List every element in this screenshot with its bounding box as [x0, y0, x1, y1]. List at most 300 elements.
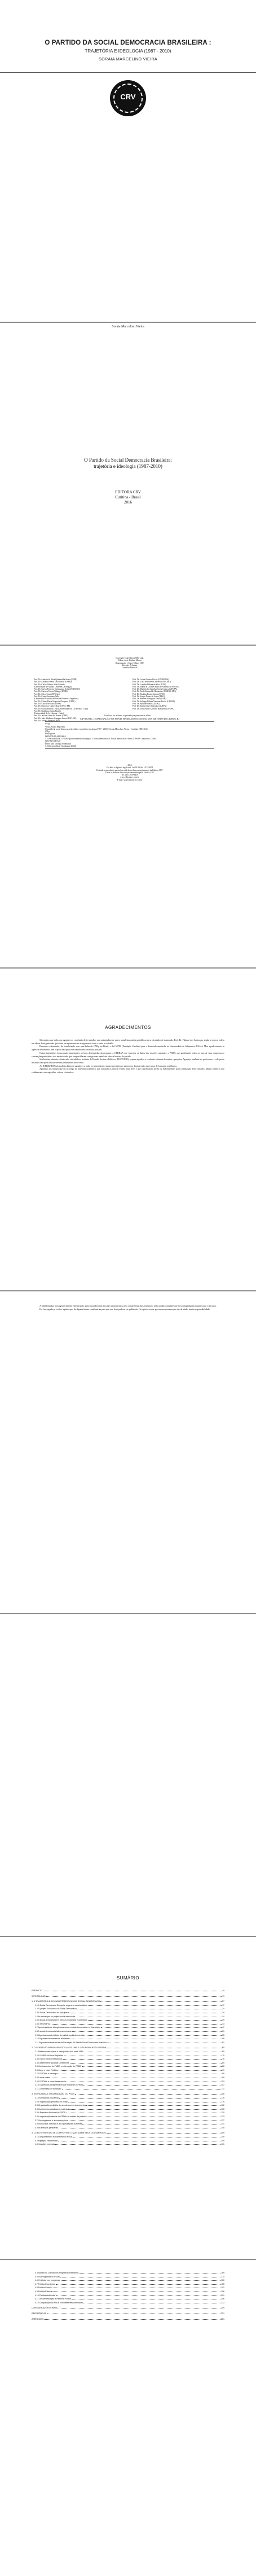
summary-entry-page: 133	[221, 2115, 224, 2118]
summary-leader-dots	[55, 2143, 220, 2145]
summary-entry-page: 206	[221, 2298, 224, 2301]
half-title-year: 2016	[124, 500, 132, 505]
summary-page	[0, 1937, 256, 2259]
summary-leader-dots	[82, 2065, 222, 2067]
summary-title: SUMÁRIO	[116, 1975, 140, 1981]
summary-entry-page: 155	[221, 2139, 224, 2142]
cover-title: O PARTIDO DA SOCIAL DEMOCRACIA BRASILEIRA :	[45, 40, 211, 46]
cataloging-line: Índice para catálogo sistemático	[45, 742, 72, 745]
summary-entry-label: 2.10 O perfil dos parlamentares que fundaram o PSDB	[35, 2084, 83, 2087]
editorial-board-member: Prof. Dr. Elione Maria Nogueira Diogenes (UFAL)	[34, 700, 76, 703]
acknowledgement-paragraph: Outras instituições foram muito importantes no bom desempenho da pesquisa: o CEBRAP, que forneceu os dados das votações nominais; o PSDB, que gentilmente cedeu as atas de seus congressos e convenções partidárias; e os entrevistados que compartilharam comigo suas memórias sobre a história do partido.	[32, 1052, 224, 1058]
copyright-footer-line: E-mail: sac@editoracrv.com.br	[117, 778, 143, 781]
summary-entry-page: 145	[221, 2126, 224, 2129]
summary-entry[interactable]	[32, 2037, 224, 2041]
summary-entry-label: PREFÁCIO	[32, 1990, 42, 1992]
summary-leader-dots	[85, 2034, 222, 2036]
summary-entry-label: 1.2 O projeto Econômico da Social-Democracia	[35, 2008, 77, 2010]
summary-leader-dots	[58, 2069, 222, 2071]
summary-entry-label: 3.5 A Executiva Nacional do PSDB	[35, 2111, 65, 2114]
cover-author: SORAIA MARCELINO VIEIRA	[99, 56, 157, 62]
summary-leader-dots	[67, 2119, 220, 2121]
summary-entry-page: 91	[222, 2069, 224, 2071]
summary-entry[interactable]	[32, 2041, 224, 2045]
summary-entry[interactable]	[32, 2271, 224, 2275]
summary-leader-dots	[58, 2306, 220, 2308]
acknowledgement-paragraph: Por fim, agradeço a todos aqueles que, de alguma forma, contribuíram para que este livro pudesse ser publicado. Os equívocos que porventura permaneçam são de minha inteira responsabilidade.	[39, 1308, 210, 1311]
summary-entry-label: 1.8 A social-democracia latino-americana	[35, 2030, 71, 2032]
editorial-board-member: (Universidad Nacional de Três de Febrero - Argentina)	[34, 698, 78, 700]
summary-entry-page: 11	[222, 1995, 224, 1997]
summary-entry-label: 1.3 A Social Democracia no pós-guerra	[35, 2011, 69, 2014]
summary-leader-dots	[76, 2015, 222, 2017]
summary-entry[interactable]	[32, 2065, 224, 2069]
summary-leader-dots	[88, 2004, 222, 2006]
summary-entry-page: 169	[221, 2272, 224, 2274]
summary-entry-page: 126	[221, 2108, 224, 2110]
summary-entry-label: 4.6 O debate nos programas	[35, 2279, 60, 2282]
summary-entry-label: 2.2 O PMDB na Nova República	[35, 2054, 64, 2057]
summary-entry[interactable]	[32, 2100, 224, 2104]
summary-entry-page: 51	[222, 2030, 224, 2032]
review-note: Este livro foi avaliado e aprovado por pareceristas ad hoc.	[104, 715, 152, 717]
summary-list-continued	[32, 2271, 224, 2321]
summary-entry-page: 24	[222, 2008, 224, 2010]
editorial-board-member: Prof. Dr. Sérgio Nunes de Jesus (IFRO)	[133, 695, 165, 698]
summary-entry-label: INTRODUÇÃO	[32, 1995, 46, 1997]
summary-leader-dots	[70, 2037, 222, 2039]
summary-leader-dots	[59, 2126, 220, 2128]
summary-leader-dots	[86, 2115, 220, 2117]
half-title-publisher: EDITORA CRV	[115, 490, 141, 494]
summary-entry-label: REFERÊNCIAS	[32, 2312, 47, 2315]
half-title-line-2: trajetória e ideologia (1987-2010)	[94, 463, 162, 469]
summary-entry-label: 2.5 Os dissidentes do PMDB e a formação do PSDB	[35, 2065, 81, 2068]
summary-entry[interactable]	[32, 2317, 224, 2321]
summary-entry[interactable]	[32, 2294, 224, 2298]
summary-entry[interactable]	[32, 2131, 224, 2135]
summary-entry-label: 4.12 Comparação do PSDB com diferentes dimensões	[35, 2301, 83, 2304]
editorial-board-member: Prof. Dr. Jailson Alves dos Santos (UFRJ)	[34, 715, 68, 717]
summary-leader-dots	[60, 2275, 220, 2277]
summary-entry-page: 55	[222, 2034, 224, 2036]
summary-entry-label: 3.3 Organização partidária de acordo com os documentos	[35, 2104, 86, 2107]
summary-entry-page: 58	[222, 2038, 224, 2040]
cataloging-title: CIP-BRASIL. CATALOGAÇÃO-NA-FONTE SINDICATO NACIONAL DOS EDITORES DE LIVROS, RJ	[80, 717, 179, 720]
summary-leader-dots	[72, 2297, 220, 2299]
summary-entry[interactable]	[32, 2057, 224, 2061]
half-title-city: Curitiba - Brasil	[115, 495, 141, 500]
summary-entry-label: APÊNDICES	[32, 2317, 44, 2320]
summary-entry[interactable]	[32, 2022, 224, 2026]
editorial-board-member: Prof. Dr. Lourdes Helena da Silva (UFV)	[133, 683, 166, 686]
summary-entry-page: 115	[221, 2097, 224, 2100]
editorial-board-member: Prof. Dr. Carmen Tereza Velanga (UNIR)	[34, 690, 68, 693]
editorial-board-member: (Universidade do Minho, UMINHO, Portugal)	[34, 685, 72, 688]
editorial-board-member: Prof. Dr. Lídia de Oliveira Xavier (UNIEURO)	[133, 681, 171, 684]
editorial-board-member: Prof. Dr. Guillermo Arias Beatón	[34, 709, 61, 712]
editorial-board-member: Prof. Dr. Cesar Gerónimo Tello	[34, 695, 60, 698]
summary-entry-page: 196	[221, 2290, 224, 2293]
summary-entry-label: 2.9 O PSDB e a nova classe média	[35, 2080, 66, 2083]
editorial-board-member: Prof. Dr. Simone Rodrigues Pinto (UNB)	[133, 698, 166, 700]
summary-entry-page: 149	[221, 2135, 224, 2138]
summary-entry[interactable]	[32, 2312, 224, 2316]
cover-divider	[0, 72, 256, 73]
summary-entry-label: 4.1 Comportamento Parlamentar do PSDB	[35, 2135, 73, 2138]
summary-leader-dots	[73, 2135, 220, 2137]
summary-leader-dots	[51, 2076, 222, 2078]
summary-entry-label: 4. COMO O PARTIDO SE COMPORTA E O QUE DIZEM SEUS DOCUMENTOS	[32, 2132, 106, 2135]
summary-entry[interactable]	[32, 2122, 224, 2126]
summary-entry[interactable]	[32, 2306, 224, 2310]
summary-leader-dots	[70, 2011, 222, 2013]
summary-entry-page: 111	[221, 2087, 224, 2090]
copyright-footer-line: 2016	[127, 764, 132, 766]
summary-entry-label: 1.4 As mudanças no projeto social-democrata	[35, 2015, 76, 2018]
summary-entry-page: 39	[222, 2019, 224, 2022]
copyright-footer-line: Proibida a reprodução parcial ou total desta obra sem autorização da Editora CRV	[96, 769, 163, 772]
summary-entry[interactable]	[32, 2096, 224, 2100]
cover-page	[0, 0, 256, 322]
summary-entry-page: 17	[222, 2000, 224, 2003]
summary-entry-page: 219	[220, 2307, 224, 2310]
summary-entry-page: 251	[220, 2317, 224, 2320]
cataloging-lines	[45, 723, 214, 747]
editorial-board-member: Prof. Dr. Celso Conti (UFSCar)	[34, 693, 60, 695]
copyright-footer-line: www.editoracrv.com.br	[120, 776, 139, 779]
summary-leader-dots	[58, 2139, 220, 2141]
summary-list	[32, 1989, 224, 2146]
summary-entry[interactable]	[32, 2301, 224, 2305]
editorial-board-member: Prof. Dr. Sydione Santos (UEPG)	[133, 702, 160, 705]
summary-entry-page: 75	[222, 2058, 224, 2061]
summary-entry-page: 185	[221, 2283, 224, 2285]
half-title-author: Soraia Marcelino Vieira	[112, 325, 144, 328]
summary-entry-label: 4.4 Análise da Coesão dos Programas Partidários	[35, 2272, 79, 2274]
summary-entry[interactable]	[32, 2119, 224, 2123]
summary-entry-page: 180	[221, 2279, 224, 2282]
summary-entry-page: 107	[221, 2084, 224, 2087]
summary-entry-label: 1.7 Aproximações e divergências entre a social-democracia e o liberalismo	[35, 2026, 100, 2029]
summary-entry-label: 1.10 Algumas características brasileiras	[35, 2038, 70, 2040]
summary-leader-dots	[75, 2092, 220, 2095]
copyright-footer-line: Foi feito o depósito legal conf. Lei 10.994 de 14/12/2004	[106, 766, 153, 769]
summary-entry-label: 4.11 Descentralização e Reforma Política	[35, 2298, 72, 2301]
summary-entry[interactable]	[32, 2046, 224, 2050]
acknowledgement-paragraph: São muitos que tenho que agradecer e conclusão deste trabalho, mas principalmente quero manifestar minha gratidão ao meu orientador de doutorado, Prof. Dr. Fabiano dos Santos por ajudar a colocar ordem nas ideias desorganizadas que tinha, em apresentar-me e seguir mais forte o rumo ao trabalho.	[32, 1039, 224, 1045]
copyright-footer-line: Todos os direitos desta edição reservados pela: Editora CRV	[105, 771, 155, 774]
copyright-footer-line: Tel.: (41) 3039-6418	[121, 774, 138, 777]
summary-leader-dots	[77, 2007, 222, 2009]
summary-entry-label: 3.7 Os congressos e as convenções	[35, 2119, 67, 2122]
summary-entry-page: 129	[221, 2111, 224, 2114]
summary-entry[interactable]	[32, 2007, 224, 2011]
summary-entry-label: 3.4 Os diretórios estaduais e municipais	[35, 2108, 70, 2110]
summary-leader-dots	[67, 2080, 220, 2082]
editorial-board-member: Prof. Dr. Paulo Romualdo Hernandes (UNIFAL-MG)	[133, 690, 176, 693]
editorial-board-member: Prof. Dr. Gloria Fariñas León (Universidade de La Havana - Cuba)	[34, 707, 89, 710]
summary-entry-page: 137	[221, 2119, 224, 2122]
summary-leader-dots	[64, 2054, 222, 2056]
editorial-board-member: Prof. Dr. Josania Portela (UFPI)	[34, 720, 60, 722]
cataloging-line: ISBN 978-85-444-1068-1	[45, 735, 67, 738]
summary-entry[interactable]	[32, 2092, 224, 2096]
summary-entry-label: 3.6 A organização interna do PSDB e o modelo de partido	[35, 2115, 86, 2118]
summary-entry-page: 149	[220, 2132, 224, 2135]
summary-entry-label: 2.8 A nova classe	[35, 2076, 51, 2079]
summary-entry-page: 201	[221, 2294, 224, 2297]
summary-entry[interactable]	[32, 2126, 224, 2130]
copyright-footer	[68, 764, 192, 781]
cataloging-line: V715	[45, 723, 50, 726]
acknowledgement-paragraph: Devemos o doutorado, fiz beneficiando com uma bolsa do CNPq, no Brasil, e da CAPES (Fundação Carolina) para o doutorado sanduíche na Universidade de Salamanca (USAL). Meu agradecimento às agências de fomento, sem o apoio das quais este trabalho não teria sido possível.	[32, 1045, 224, 1052]
summary-entry[interactable]	[32, 2072, 224, 2076]
summary-entry-label: 1.9 Algumas características do partido social-democrata	[35, 2034, 84, 2036]
summary-entry-page: 70	[222, 2054, 224, 2057]
cataloging-rule-top	[45, 721, 214, 722]
summary-entry-page: 9	[223, 1990, 224, 1992]
summary-entry[interactable]	[32, 2104, 224, 2108]
summary-entry-label: 3.1 Os estatutos do partido	[35, 2097, 59, 2100]
summary-leader-dots	[51, 2286, 220, 2288]
editorial-board-member: Prof. Dr. Élsio José Corá (UFFS)	[34, 702, 61, 705]
summary-entry[interactable]	[32, 2290, 224, 2294]
editorial-board-member: (Universidade de La Havana - Cuba)	[34, 712, 64, 715]
summary-entry[interactable]	[32, 2015, 224, 2019]
blank-page	[0, 1614, 256, 1936]
summary-entry-page: 34	[222, 2015, 224, 2018]
summary-entry-label: 3.9 As finanças partidárias	[35, 2126, 59, 2129]
summary-entry[interactable]	[32, 2080, 224, 2084]
acknowledgements-continued-page	[0, 1291, 256, 1613]
summary-leader-dots	[62, 2087, 221, 2089]
summary-entry[interactable]	[32, 1995, 224, 1999]
summary-entry-label: 2.11 O manifesto de fundação	[35, 2087, 61, 2090]
cataloging-record	[45, 718, 214, 750]
summary-leader-dots	[61, 2279, 221, 2281]
acknowledgements-body-continued	[32, 1305, 224, 1311]
copyright-line: Diagramação e Capa: Editora CRV	[115, 661, 144, 664]
acknowledgements-body	[32, 1039, 224, 1075]
summary-entry[interactable]	[32, 2297, 224, 2301]
summary-entry[interactable]	[32, 2111, 224, 2115]
summary-entry[interactable]	[32, 2069, 224, 2073]
summary-entry[interactable]	[32, 2034, 224, 2038]
summary-leader-dots	[83, 2083, 220, 2086]
editorial-board-member: Prof. Dr. Tadeu Oliver Gonçalves (UFPA)	[133, 705, 167, 708]
summary-entry[interactable]	[32, 2135, 224, 2139]
summary-entry[interactable]	[32, 2286, 224, 2290]
summary-entry[interactable]	[32, 2054, 224, 2058]
summary-leader-dots	[56, 2283, 221, 2285]
half-title-publisher-block	[0, 490, 256, 505]
summary-entry-page: 115	[221, 2093, 224, 2096]
summary-leader-dots	[51, 2022, 222, 2025]
summary-entry-page: 17	[222, 2004, 224, 2007]
summary-entry[interactable]	[32, 2283, 224, 2286]
summary-entry-label: 1.5 A social-democracia em meio às mudanças econômicas	[35, 2019, 87, 2022]
summary-entry-page: 122	[221, 2104, 224, 2107]
summary-entry[interactable]	[32, 2000, 224, 2004]
editorial-board-member: Prof. Dr. Carlos Alberto Vilar Estêvão	[34, 683, 65, 686]
summary-leader-dots	[72, 2030, 222, 2032]
summary-entry-page: 61	[222, 2041, 224, 2044]
summary-entry-label: 1. A TRAJETÓRIA E AS CARACTERÍSTICAS DA SOCIAL-DEMOCRACIA	[32, 2000, 100, 2003]
summary-leader-dots	[59, 2096, 220, 2099]
cataloging-line: 1. Ciência política - Ideologias 324.28	[45, 744, 76, 747]
summary-leader-dots	[79, 2271, 220, 2273]
summary-entry-label: 1.1 A Social Democracia Europeia: origens e características	[35, 2004, 87, 2007]
copyright-header	[85, 657, 175, 669]
copyright-line: Conselho Editorial:	[121, 667, 138, 669]
summary-entry-label: 2.7 O PSDB e a ideologia	[35, 2073, 58, 2075]
summary-leader-dots	[107, 2131, 220, 2133]
summary-entry-page: 212	[221, 2301, 224, 2304]
editorial-board-member: Prof. Dr. Maria de Lourdes Pinto de Almeida (UNOESC)	[133, 685, 179, 688]
summary-entry[interactable]	[32, 2030, 224, 2034]
summary-entry-label: 2.6 Surge o Novo Partido	[35, 2069, 58, 2071]
summary-leader-dots	[88, 2015, 224, 2021]
summary-entry[interactable]	[32, 2083, 224, 2087]
editorial-board-member: Prof. Dr. Rodrigo Pratte-Santos (UFES)	[133, 693, 165, 695]
summary-entry-label: 4.7 Política Econômica	[35, 2283, 55, 2285]
summary-leader-dots	[47, 2312, 220, 2314]
summary-entry-page: 103	[221, 2080, 224, 2083]
summary-entry[interactable]	[32, 2275, 224, 2279]
summary-leader-dots	[101, 2026, 222, 2028]
summary-entry[interactable]	[32, 1989, 224, 1993]
acknowledgement-paragraph: Sou bolsista, durante o doutorado, vinculada ao Instituto de Estudos Sociais e Políticos (IESP-UERJ), a quem agradeço a excelente estrutura de ensino e pesquisa. Agradeço também aos professores e colegas do instituto com quem discuti versões preliminares deste texto.	[32, 1058, 224, 1064]
half-title-page	[0, 323, 256, 645]
summary-entry-page: 99	[222, 2076, 224, 2079]
summary-entry[interactable]	[32, 2139, 224, 2143]
copyright-line: Copyright © da Editora CRV Ltda.	[115, 657, 144, 659]
summary-entry-label: 4.10 Política Ambiental	[35, 2294, 55, 2297]
publisher-logo-icon	[110, 80, 146, 116]
summary-entry-page: 29	[222, 2011, 224, 2014]
summary-entry-label: 1.6 A Terceira Via	[35, 2022, 51, 2025]
summary-entry-label: 1.11 Algumas características da Formação do Partido Social Democrata Brasileiro	[35, 2041, 107, 2044]
summary-leader-dots	[66, 2111, 220, 2113]
summary-entry[interactable]	[32, 2143, 224, 2146]
editorial-board-member: Prof. Dr. João Adalberto Campato Junior (FAP - SP)	[34, 717, 77, 720]
summary-entry-label: CONSIDERAÇÕES FINAIS	[32, 2307, 58, 2310]
half-title-heading	[0, 457, 256, 470]
summary-entry-label: 4.2 Migração Parlamentar	[35, 2139, 58, 2142]
summary-entry[interactable]	[32, 2076, 224, 2080]
summary-leader-dots	[56, 2294, 221, 2296]
summary-entry[interactable]	[32, 2087, 224, 2091]
cover-subtitle: TRAJETÓRIA E IDEOLOGIA (1987 - 2010)	[85, 49, 171, 54]
half-title-line-1: O Partido da Social Democracia Brasileira:	[84, 457, 172, 463]
cataloging-line: CDU 32 CDD 320	[45, 740, 60, 743]
summary-leader-dots	[83, 2301, 220, 2303]
editorial-board-member: Prof. Dr. Andréia da Silva Quintanilha Sousa (UNIR)	[34, 678, 77, 681]
summary-entry[interactable]	[32, 2061, 224, 2065]
acknowledgement-paragraph: Ao IUPERJ/IESP não poderia deixar de agradecer a todos os funcionários, sempre prestativos e atenciosos durante todos esses anos de formação acadêmica.	[39, 1064, 177, 1067]
summary-entry-label: 2. O CONTEXTO BRASILEIRO DOS ANOS 1980 E O SURGIMENTO DO PSDB	[32, 2047, 107, 2049]
cataloging-line: O partido da social democracia brasileira: trajetória e ideologia (1987 - 2010) / Soraia Marcelino Vieira. - Curitiba: CRV, 2016.	[45, 728, 148, 730]
summary-leader-dots	[107, 2041, 222, 2043]
summary-leader-dots	[63, 2057, 222, 2060]
summary-leader-dots	[83, 2050, 222, 2052]
summary-leader-dots	[43, 1989, 223, 1991]
summary-entry-label: 4.5 Os Programas do PSDB	[35, 2275, 60, 2278]
summary-entry-page: 191	[221, 2286, 224, 2289]
summary-leader-dots	[82, 2122, 220, 2124]
summary-leader-dots	[100, 2000, 221, 2002]
summary-continued-page	[0, 2260, 256, 2576]
summary-entry[interactable]	[32, 2279, 224, 2283]
summary-entry-label: 2.4 A Assembleia Nacional Constituinte	[35, 2061, 69, 2064]
copyright-page	[0, 646, 256, 967]
summary-entry[interactable]	[32, 2026, 224, 2030]
summary-leader-dots	[107, 2046, 222, 2048]
summary-entry-page: 80	[222, 2061, 224, 2064]
cataloging-line: 290 p.	[45, 730, 50, 733]
summary-entry-page: 161	[221, 2143, 224, 2146]
summary-leader-dots	[86, 2104, 220, 2106]
summary-leader-dots	[46, 1995, 222, 1997]
acknowledgements-page	[0, 969, 256, 1290]
summary-entry-page: 174	[221, 2275, 224, 2278]
summary-leader-dots	[70, 2061, 222, 2064]
summary-entry-label: 2.1 Redemocratização e a crise política dos anos 1980	[35, 2050, 83, 2053]
cataloging-line: Bibliografia	[45, 733, 55, 735]
summary-entry-label: 4.9 Política Externa	[35, 2290, 52, 2293]
summary-entry[interactable]	[32, 2108, 224, 2111]
summary-entry-page: 43	[222, 2022, 224, 2025]
acknowledgement-paragraph: Agradeço aos amigos que fiz ao longo da trajetória acadêmica, que tornaram os dias de estudo mais leves e que contribuíram, direta ou indiretamente, para a realização deste trabalho. Muitos foram os que colaboraram com sugestões, críticas e incentivo.	[32, 1068, 224, 1074]
summary-entry-label: 3.2 A organização partidária no Brasil	[35, 2100, 68, 2103]
editorial-board-member: Prof. Dr. Leonel Severo Rocha (UNISINOS)	[133, 678, 169, 681]
summary-entry[interactable]	[32, 2004, 224, 2008]
summary-entry-page: 47	[222, 2026, 224, 2029]
summary-leader-dots	[44, 2317, 220, 2320]
cataloging-rule-bottom	[45, 748, 214, 749]
summary-leader-dots	[70, 2108, 220, 2110]
summary-entry[interactable]	[32, 2011, 224, 2015]
cataloging-line: Vieira, Soraia Marcelino	[45, 725, 65, 728]
cataloging-line: 1. Ciência política 2. PSDB - posicionamento ideológico 3. Social democracia 4. Social democracia - Brasil 5. PSDB - trajetória I. Título.	[45, 738, 157, 741]
copyright-line: Editor-chefe: Railson Moura	[118, 659, 142, 662]
logo-text: CRV	[120, 93, 136, 101]
summary-leader-dots	[52, 2290, 220, 2292]
summary-entry-page: 65	[222, 2050, 224, 2053]
summary-entry-page: 141	[221, 2123, 224, 2126]
editorial-board-member: Prof. Dr. Carlos Federico Dominguez Avila (UNIEURO)	[34, 688, 80, 691]
summary-entry-label: 4.8 Política Social	[35, 2286, 51, 2289]
acknowledgement-paragraph: A minha família, meu agradecimento especial pelo apoio incondicional em todos os momentos, pela compreensão das ausências e pelo carinho constante que me acompanharam durante todo o percurso.	[39, 1305, 217, 1307]
summary-entry-page: 231	[220, 2312, 224, 2315]
summary-entry[interactable]	[32, 2050, 224, 2054]
summary-entry[interactable]	[32, 2115, 224, 2119]
summary-entry-label: 3.8 Os núcleos, setoriais e as organizações auxiliares	[35, 2123, 82, 2126]
editorial-board-member: Prof. Dr. Solange Helena Ximenes-Rocha (UFOPA)	[133, 700, 175, 703]
editorial-board-member: Prof. Dr. Antônio Pereira Gaio Júnior (UFRRJ)	[34, 681, 72, 684]
summary-entry-page: 65	[222, 2047, 224, 2049]
editorial-board-member: Prof. Dr. Francisco Carlos Duarte (PUC-PR)	[34, 705, 70, 708]
summary-entry-label: 2.3 O Novo Marco Institucional	[35, 2058, 62, 2061]
editorial-board-member: Prof. Dr. Maria Lília Imbiriba Sousa Colares (UFOPA)	[133, 688, 178, 691]
acknowledgements-title: AGRADECIMENTOS	[105, 1025, 151, 1030]
editorial-board-member: Prof. Dr. Tânia Suely Azevedo Brasileiro (UFOPA)	[133, 707, 174, 710]
summary-entry-page: 86	[222, 2065, 224, 2068]
summary-entry-label: 3. ESTRUTURA E ORGANIZAÇÃO DO PSDB	[32, 2093, 74, 2096]
summary-entry-label: 4.3 Votações nominais	[35, 2143, 55, 2146]
summary-leader-dots	[58, 2072, 222, 2074]
